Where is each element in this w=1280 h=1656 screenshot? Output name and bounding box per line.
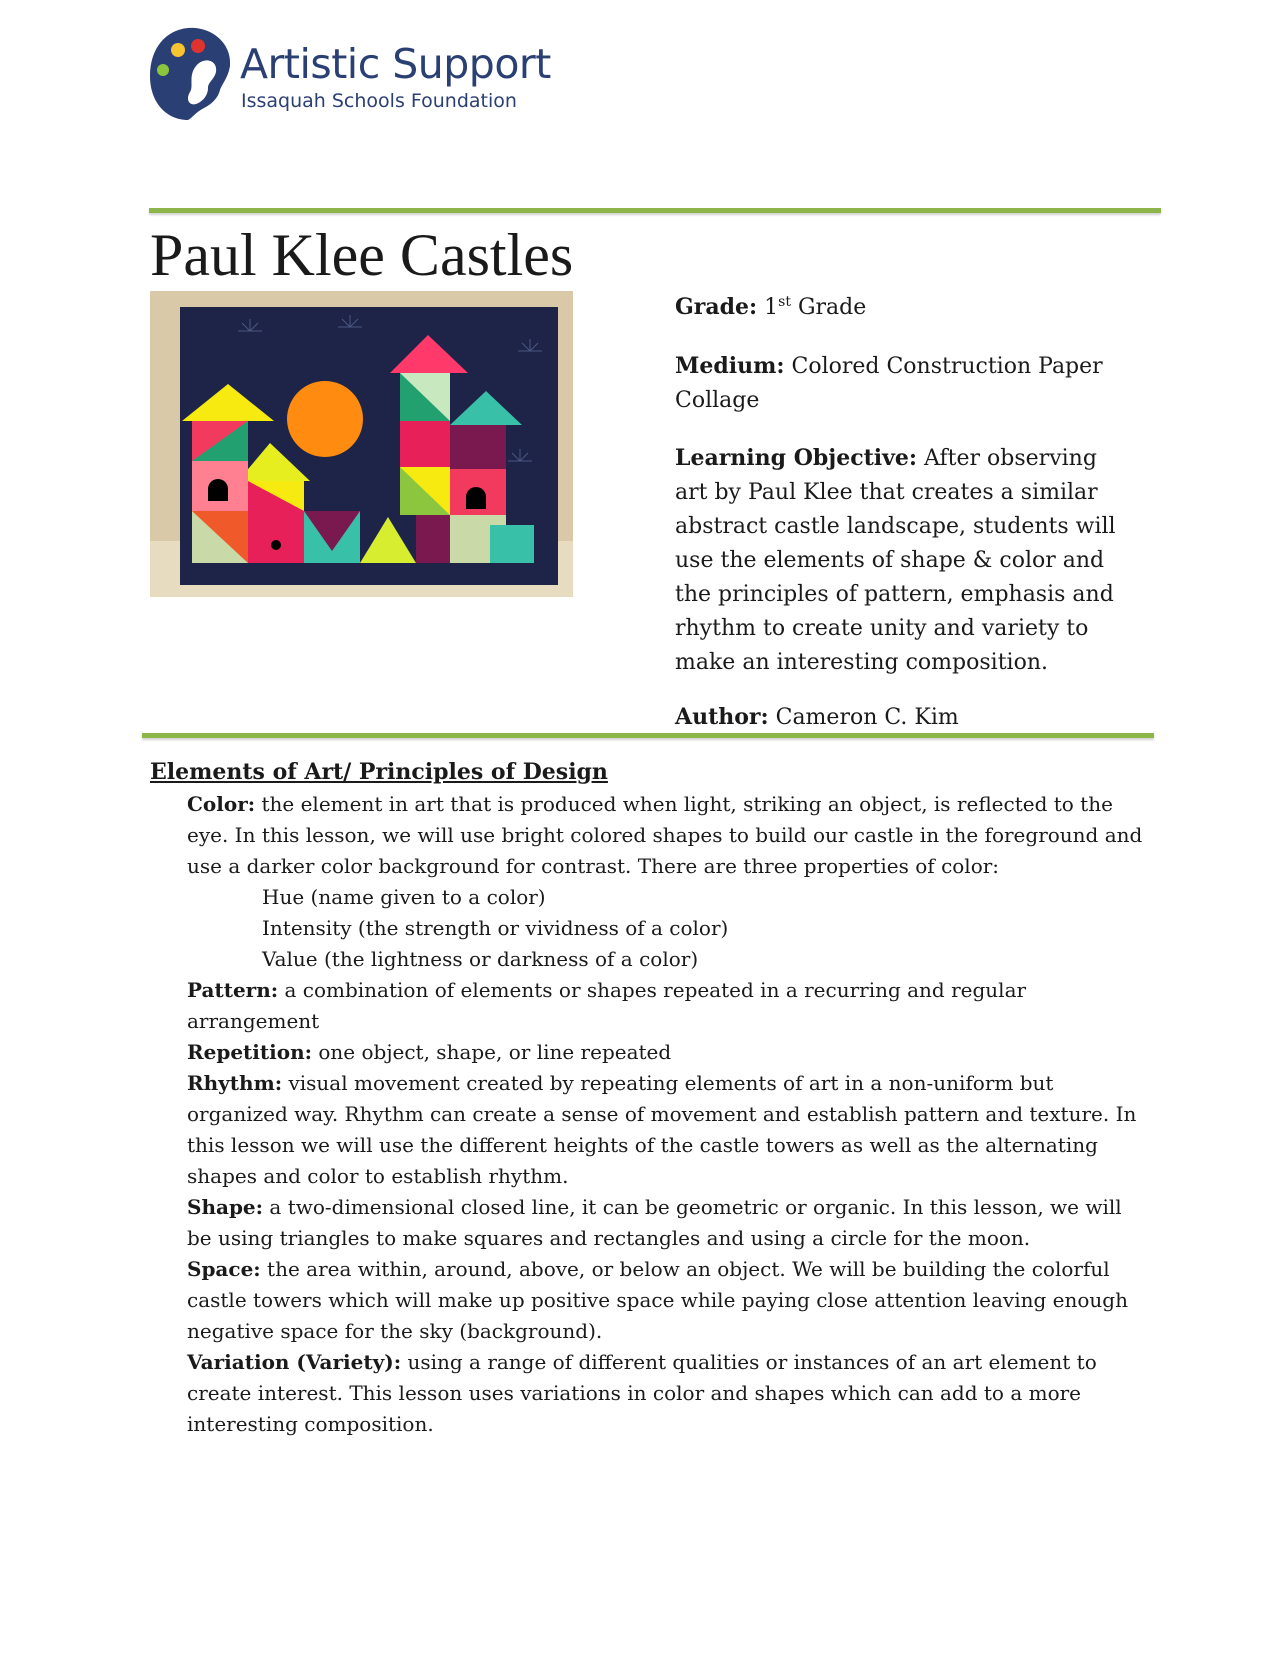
term-shape: Shape:: [187, 1195, 264, 1219]
term-pattern: Pattern:: [187, 978, 279, 1002]
def-rhythm: visual movement created by repeating elements of art in a non-uniform but organized way. Rhythm can create a sense of movement and establish pattern and texture. In this lesson we will use the different heights of the castle towers as well as the alternating shapes and color to establish rhythm.: [187, 1071, 1137, 1188]
definitions-list: [187, 789, 1147, 1440]
definition-rhythm: [187, 1068, 1147, 1192]
color-property: Hue (name given to a color): [262, 885, 546, 909]
def-pattern: a combination of elements or shapes repeated in a recurring and regular arrangement: [187, 978, 1027, 1033]
grade-suffix: st: [778, 294, 791, 310]
term-repetition: Repetition:: [187, 1040, 312, 1064]
color-property: Value (the lightness or darkness of a color): [262, 947, 699, 971]
top-divider: [149, 208, 1161, 213]
bottom-divider: [142, 733, 1154, 738]
section-heading: Elements of Art/ Principles of Design: [150, 759, 608, 785]
def-space: the area within, around, above, or below an object. We will be building the colorful castle towers which will make up positive space while paying close attention leaving enough negative space for the sky (background).: [187, 1257, 1128, 1343]
def-variation: using a range of different qualities or instances of an art element to create interest. This lesson uses variations in color and shapes which can add to a more interesting composition.: [187, 1350, 1097, 1436]
definition-color: [187, 789, 1147, 882]
term-variation: Variation (Variety):: [187, 1350, 402, 1374]
definition-pattern: [187, 975, 1147, 1037]
grade-label: Grade:: [675, 294, 758, 320]
medium-line: [675, 349, 1135, 418]
def-shape: a two-dimensional closed line, it can be geometric or organic. In this lesson, we will be using triangles to make squares and rectangles and using a circle for the moon.: [187, 1195, 1122, 1250]
definition-variation: [187, 1347, 1147, 1440]
logo-title: Artistic Support: [240, 40, 551, 88]
medium-value: Colored Construction Paper Collage: [675, 354, 1103, 413]
term-space: Space:: [187, 1257, 261, 1281]
definition-repetition: [187, 1037, 1147, 1068]
grade-number: 1: [764, 295, 779, 320]
author-line: [675, 700, 1135, 735]
objective-label: Learning Objective:: [675, 445, 918, 471]
author-value: Cameron C. Kim: [775, 705, 959, 730]
grade-line: [675, 290, 1135, 325]
learning-objective: [675, 441, 1135, 680]
logo-subtitle: Issaquah Schools Foundation: [241, 90, 517, 112]
term-color: Color:: [187, 792, 256, 816]
grade-value: Grade: [797, 295, 867, 320]
def-color: the element in art that is produced when light, striking an object, is reflected to the eye. In this lesson, we will use bright colored shapes to build our castle in the foreground and use a darker color background for contrast. There are three properties of color:: [187, 792, 1143, 878]
def-repetition: one object, shape, or line repeated: [318, 1040, 672, 1064]
definition-space: [187, 1254, 1147, 1347]
medium-label: Medium:: [675, 353, 785, 379]
artwork-image: [150, 291, 573, 597]
page-title: Paul Klee Castles: [150, 222, 574, 288]
objective-value: After observing art by Paul Klee that creates a similar abstract castle landscape, students will use the elements of shape & color and the principles of pattern, emphasis and rhythm to create unity and variety to make an interesting composition.: [675, 446, 1116, 675]
term-rhythm: Rhythm:: [187, 1071, 283, 1095]
author-label: Author:: [675, 704, 769, 730]
definition-shape: [187, 1192, 1147, 1254]
color-property: Intensity (the strength or vividness of a color): [262, 916, 729, 940]
